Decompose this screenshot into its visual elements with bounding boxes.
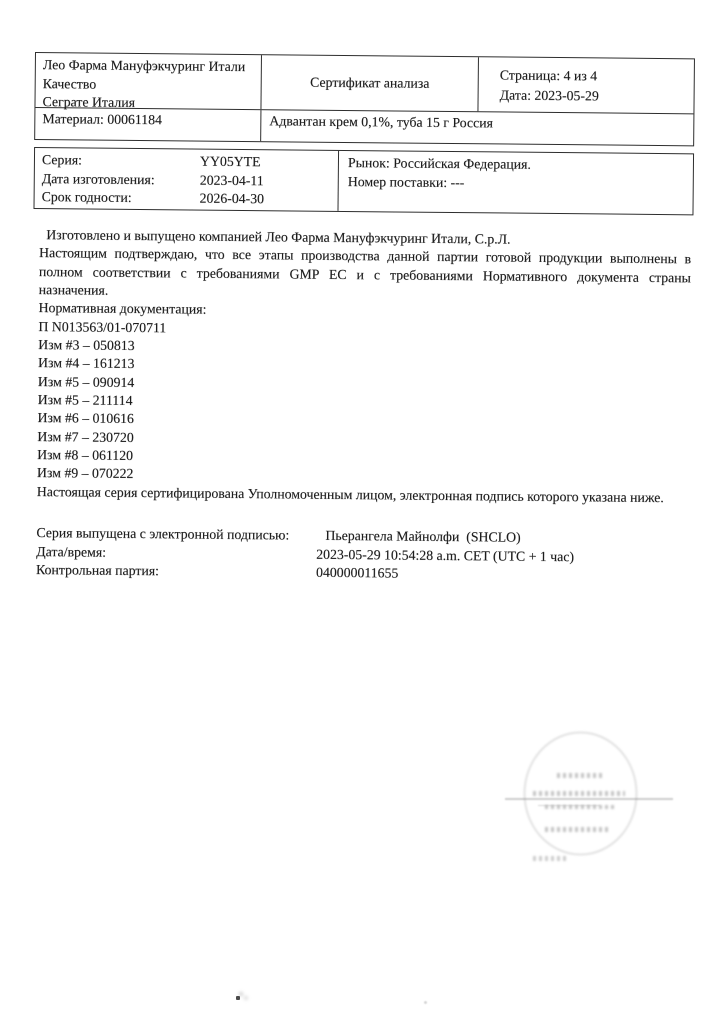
- company-name: Лео Фарма Мануфэкчуринг Итали: [42, 57, 246, 75]
- registration-number: П N013563/01-070711: [38, 318, 167, 335]
- datetime-label: Дата/время:: [36, 543, 107, 560]
- market-cell: [338, 151, 693, 214]
- batch-table: [33, 147, 694, 215]
- control-batch-value: 040000011655: [315, 564, 399, 581]
- document-title: Сертификат анализа: [310, 74, 430, 91]
- control-batch-label: Контрольная партия:: [35, 562, 160, 579]
- header-row-top: [35, 53, 693, 114]
- amendment-line: Изм #3 – 050813: [38, 337, 135, 354]
- amendment-line: Изм #6 – 010616: [37, 410, 134, 427]
- released-statement: Изготовлено и выпущено компанией Лео Фарма Мануфэкчуринг Итали, С.р.Л.: [46, 227, 511, 247]
- stamp-ink-mark: [533, 856, 569, 861]
- header-row-material: [35, 108, 693, 145]
- expiry-date-label: Срок годности:: [41, 189, 132, 206]
- amendment-line: Изм #5 – 090914: [37, 373, 135, 390]
- company-cell: [35, 53, 262, 109]
- document-title-cell: [261, 55, 479, 111]
- material-number: Материал: 00061184: [35, 108, 261, 141]
- batch-details-cell: [35, 148, 340, 211]
- company-department: Качество: [42, 75, 97, 92]
- stamp-text-mark: [557, 773, 605, 778]
- round-stamp: [524, 732, 637, 855]
- certified-note: Настоящая серия сертифицирована Уполномоченным лицом, электронная подпись которого указана ниже.: [36, 483, 664, 505]
- stamp-strike-line: [538, 805, 600, 806]
- product-name: Адвантан крем 0,1%, туба 15 г Россия: [269, 113, 494, 131]
- amendment-line: Изм #8 – 061120: [37, 447, 134, 464]
- header-table: [34, 52, 695, 146]
- amendment-line: Изм #5 – 211114: [37, 392, 133, 409]
- stamp-text-mark: [533, 791, 625, 796]
- normative-heading: Нормативная документация:: [38, 300, 207, 318]
- page-number: Страница: 4 из 4: [499, 67, 598, 84]
- signature-block: [36, 524, 689, 586]
- page-date-cell: [478, 57, 694, 113]
- series-value: YY05YTE: [199, 153, 261, 170]
- signer-name: Пьерангела Майнолфи (SHCLO): [325, 527, 521, 545]
- series-label: Серия:: [41, 152, 83, 168]
- amendment-line: Изм #9 – 070222: [36, 465, 134, 482]
- market-line: Рынок: Российская Федерация.: [347, 155, 531, 172]
- manufacture-date-value: 2023-04-11: [199, 172, 264, 188]
- stamp-text-mark: [545, 827, 611, 832]
- company-location: Сеграте Италия: [42, 94, 136, 110]
- scan-speck: [424, 1001, 427, 1004]
- datetime-value: 2023-05-29 10:54:28 a.m. CET (UTC + 1 час): [316, 546, 575, 564]
- gmp-confirmation: Настоящим подтверждаю, что все этапы производства данной партии готовой продукции выполнены в полном соответствии с требованиями GMP ЕС и с требованиями Нормативного документа страны назначения.: [38, 245, 692, 298]
- expiry-date-row: [42, 188, 338, 209]
- expiry-date-value: 2026-04-30: [199, 190, 265, 207]
- scan-speck: [236, 996, 240, 1000]
- body-text: [37, 226, 692, 507]
- stamp-strike-line: [505, 798, 673, 800]
- manufacture-date-label: Дата изготовления:: [41, 170, 155, 187]
- amendment-line: Изм #4 – 161213: [37, 355, 135, 372]
- amendment-line: Изм #7 – 230720: [37, 428, 134, 445]
- delivery-number-line: Номер поставки: ---: [347, 173, 465, 190]
- signature-label: Серия выпущена с электронной подписью:: [36, 525, 290, 543]
- document-date: Дата: 2023-05-29: [499, 86, 599, 103]
